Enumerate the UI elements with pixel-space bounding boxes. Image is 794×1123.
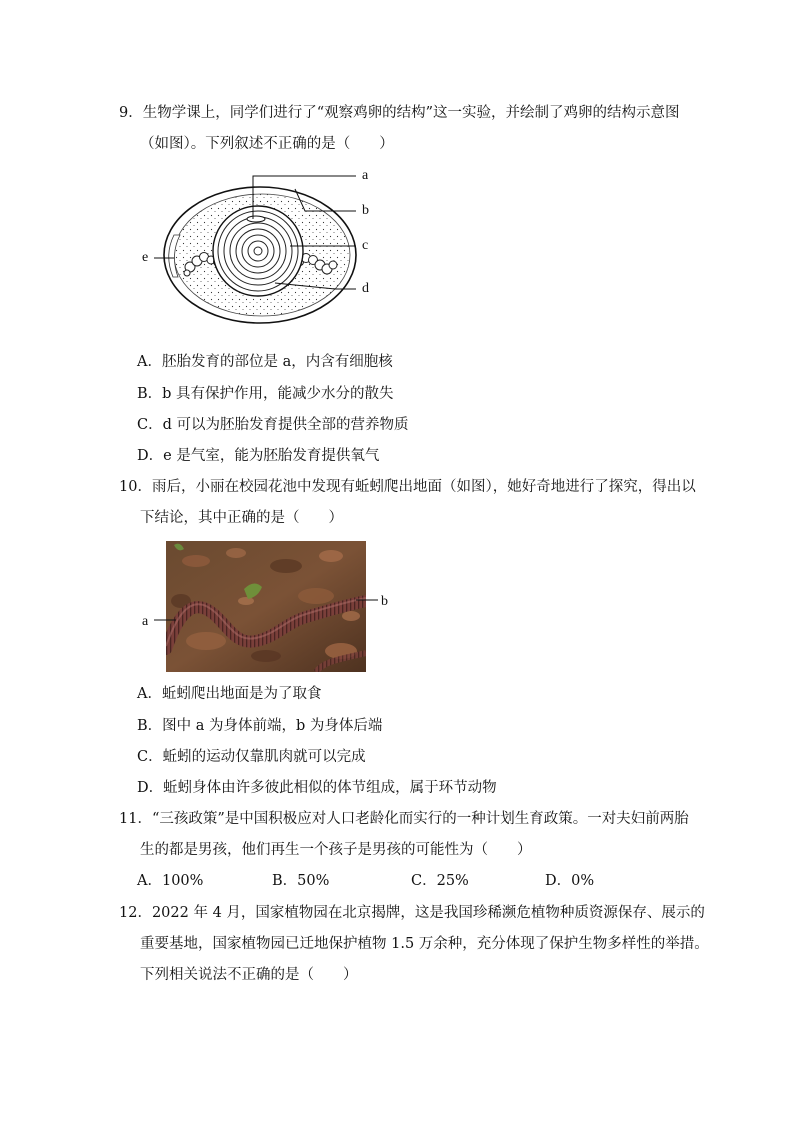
q10-option-d: D．蚯蚓身体由许多彼此相似的体节组成，属于环节动物 [137,780,497,796]
egg-label-a: a [362,168,369,183]
q11-stem-line2: 生的都是男孩，他们再生一个孩子是男孩的可能性为（ ） [140,842,532,858]
q10-option-b: B．图中 a 为身体前端，b 为身体后端 [137,718,383,734]
earthworm-leader-lines [152,595,380,625]
q9-option-b: B．b 具有保护作用，能减少水分的散失 [137,386,394,402]
q11-option-c: C．25% [411,873,469,889]
q9-stem-line2: （如图）。下列叙述不正确的是（ ） [140,136,394,152]
q12-stem-line2: 重要基地，国家植物园已迁地保护植物 1.5 万余种，充分体现了保护生物多样性的举措。 [140,936,709,952]
worm-label-a: a [142,614,149,629]
q9-option-a: A．胚胎发育的部位是 a，内含有细胞核 [137,354,393,370]
q11-option-a: A．100% [137,873,204,889]
worm-label-b: b [381,594,388,609]
egg-label-b: b [362,203,369,218]
egg-structure-diagram [140,165,380,337]
q9-stem-line1: 9．生物学课上，同学们进行了“观察鸡卵的结构”这一实验，并绘制了鸡卵的结构示意图 [119,105,680,121]
q12-stem-line1: 12．2022 年 4 月，国家植物园在北京揭牌，这是我国珍稀濒危植物种质资源保存、展示的 [119,905,705,921]
germinal-disc [247,216,265,222]
q11-option-b: B．50% [272,873,330,889]
q9-option-d: D．e 是气室，能为胚胎发育提供氧气 [137,448,380,464]
q11-stem-line1: 11．“三孩政策”是中国积极应对人口老龄化而实行的一种计划生育政策。一对夫妇前两胎 [119,811,689,827]
q10-option-c: C．蚯蚓的运动仅靠肌肉就可以完成 [137,749,366,765]
q9-option-c: C．d 可以为胚胎发育提供全部的营养物质 [137,417,409,433]
egg-label-c: c [362,238,369,253]
q10-stem-line1: 10．雨后，小丽在校园花池中发现有蚯蚓爬出地面（如图），她好奇地进行了探究，得出以 [119,479,696,495]
egg-label-d: d [362,281,369,296]
q10-stem-line2: 下结论，其中正确的是（ ） [140,510,343,526]
q11-option-d: D．0% [545,873,595,889]
q12-stem-line3: 下列相关说法不正确的是（ ） [140,967,358,983]
egg-label-e: e [142,250,149,265]
q10-option-a: A．蚯蚓爬出地面是为了取食 [137,686,322,702]
